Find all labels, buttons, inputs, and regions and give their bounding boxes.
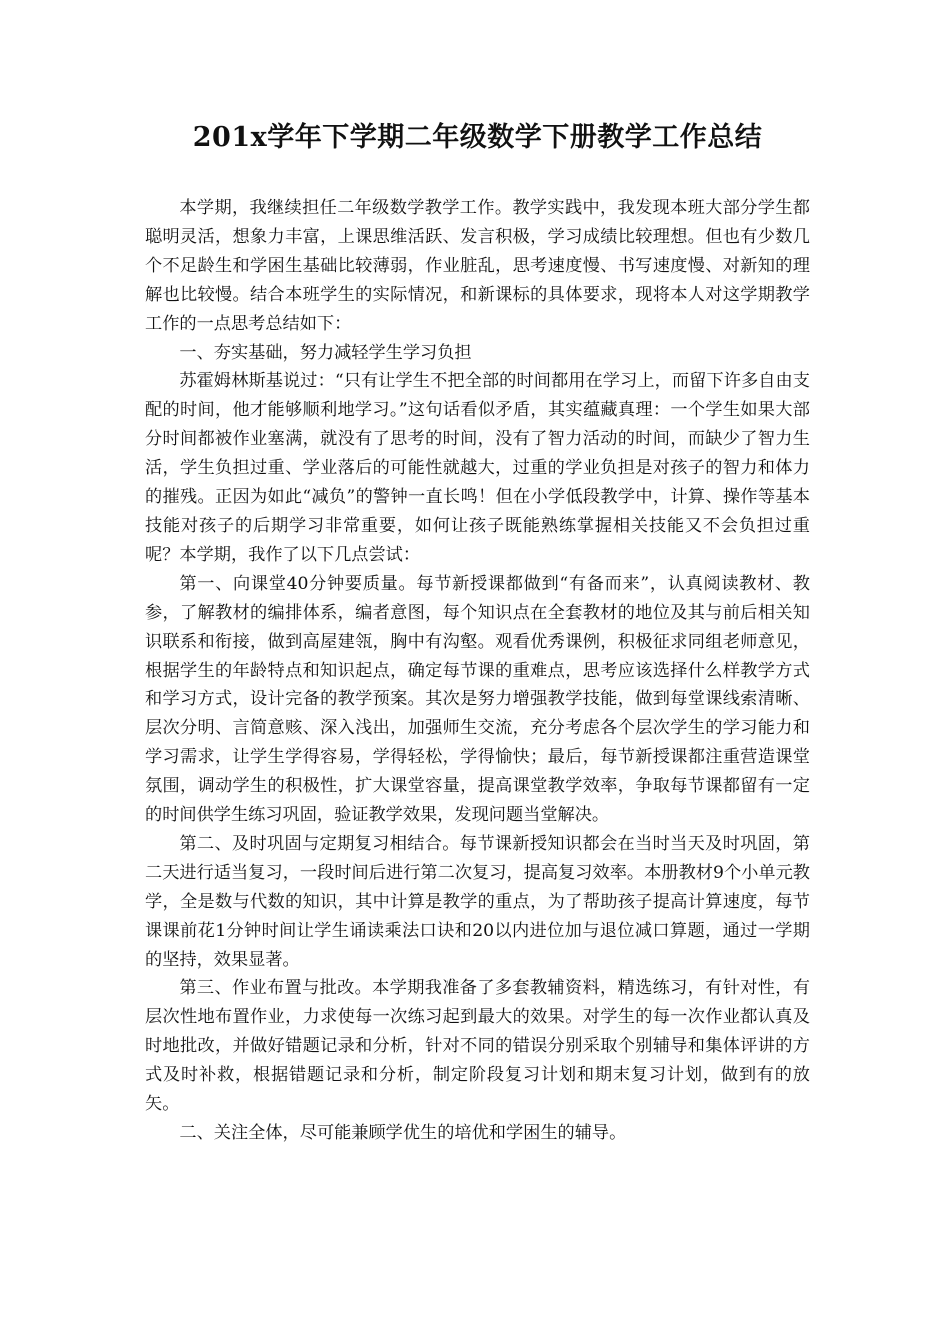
point-two-paragraph: 第二、及时巩固与定期复习相结合。每节课新授知识都会在当时当天及时巩固，第二天进行适当复习，一段时间后进行第二次复习，提高复习效率。本册教材9个小单元教学，全是数与代数的知识，其中计算是教学的重点，为了帮助孩子提高计算速度，每节课课前花1分钟时间让学生诵读乘法口诀和20以内进位加与退位减口算题，通过一学期的坚持，效果显著。: [145, 833, 810, 970]
document-title: 201x学年下学期二年级数学下册教学工作总结: [192, 122, 763, 153]
quote-paragraph: 苏霍姆林斯基说过：“只有让学生不把全部的时间都用在学习上，而留下许多自由支配的时间，他才能够顺利地学习。”这句话看似矛盾，其实蕴藏真理：一个学生如果大部分时间都被作业塞满，就没有了思考的时间，没有了智力活动的时间，而缺少了智力生活，学生负担过重、学业落后的可能性就越大，过重的学业负担是对孩子的智力和体力的摧残。正因为如此“减负”的警钟一直长鸣！但在小学低段教学中，计算、操作等基本技能对孩子的后期学习非常重要，如何让孩子既能熟练掌握相关技能又不会负担过重呢？本学期，我作了以下几点尝试：: [145, 371, 810, 565]
point-one-paragraph: 第一、向课堂40分钟要质量。每节新授课都做到“有备而来”，认真阅读教材、教参，了解教材的编排体系，编者意图，每个知识点在全套教材的地位及其与前后相关知识联系和衔接，做到高屋建瓴，胸中有沟壑。观看优秀课例，积极征求同组老师意见，根据学生的年龄特点和知识起点，确定每节课的重难点，思考应该选择什么样教学方式和学习方式，设计完备的教学预案。其次是努力增强教学技能，做到每堂课线索清晰、层次分明、言简意赅、深入浅出，加强师生交流，充分考虑各个层次学生的学习能力和学习需求，让学生学得容易，学得轻松，学得愉快；最后，每节新授课都注重营造课堂氛围，调动学生的积极性，扩大课堂容量，提高课堂教学效率，争取每节课都留有一定的时间供学生练习巩固，验证教学效果，发现问题当堂解决。: [145, 573, 810, 826]
section-heading-2: 二、关注全体，尽可能兼顾学优生的培优和学困生的辅导。: [179, 1123, 627, 1143]
point-three-paragraph: 第三、作业布置与批改。本学期我准备了多套教辅资料，精选练习，有针对性，有层次性地布置作业，力求使每一次练习起到最大的效果。对学生的每一次作业都认真及时地批改，并做好错题记录和分析，针对不同的错误分别采取个别辅导和集体评讲的方式及时补救，根据错题记录和分析，制定阶段复习计划和期末复习计划，做到有的放矢。: [145, 978, 810, 1115]
document-page: [145, 118, 810, 1148]
intro-paragraph: 本学期，我继续担任二年级数学教学工作。教学实践中，我发现本班大部分学生都聪明灵活，想象力丰富，上课思维活跃、发言积极，学习成绩比较理想。但也有少数几个不足龄生和学困生基础比较薄弱，作业脏乱，思考速度慢、书写速度慢、对新知的理解也比较慢。结合本班学生的实际情况，和新课标的具体要求，现将本人对这学期教学工作的一点思考总结如下：: [145, 198, 810, 334]
section-heading-1: 一、夯实基础，努力减轻学生学习负担: [179, 342, 472, 363]
